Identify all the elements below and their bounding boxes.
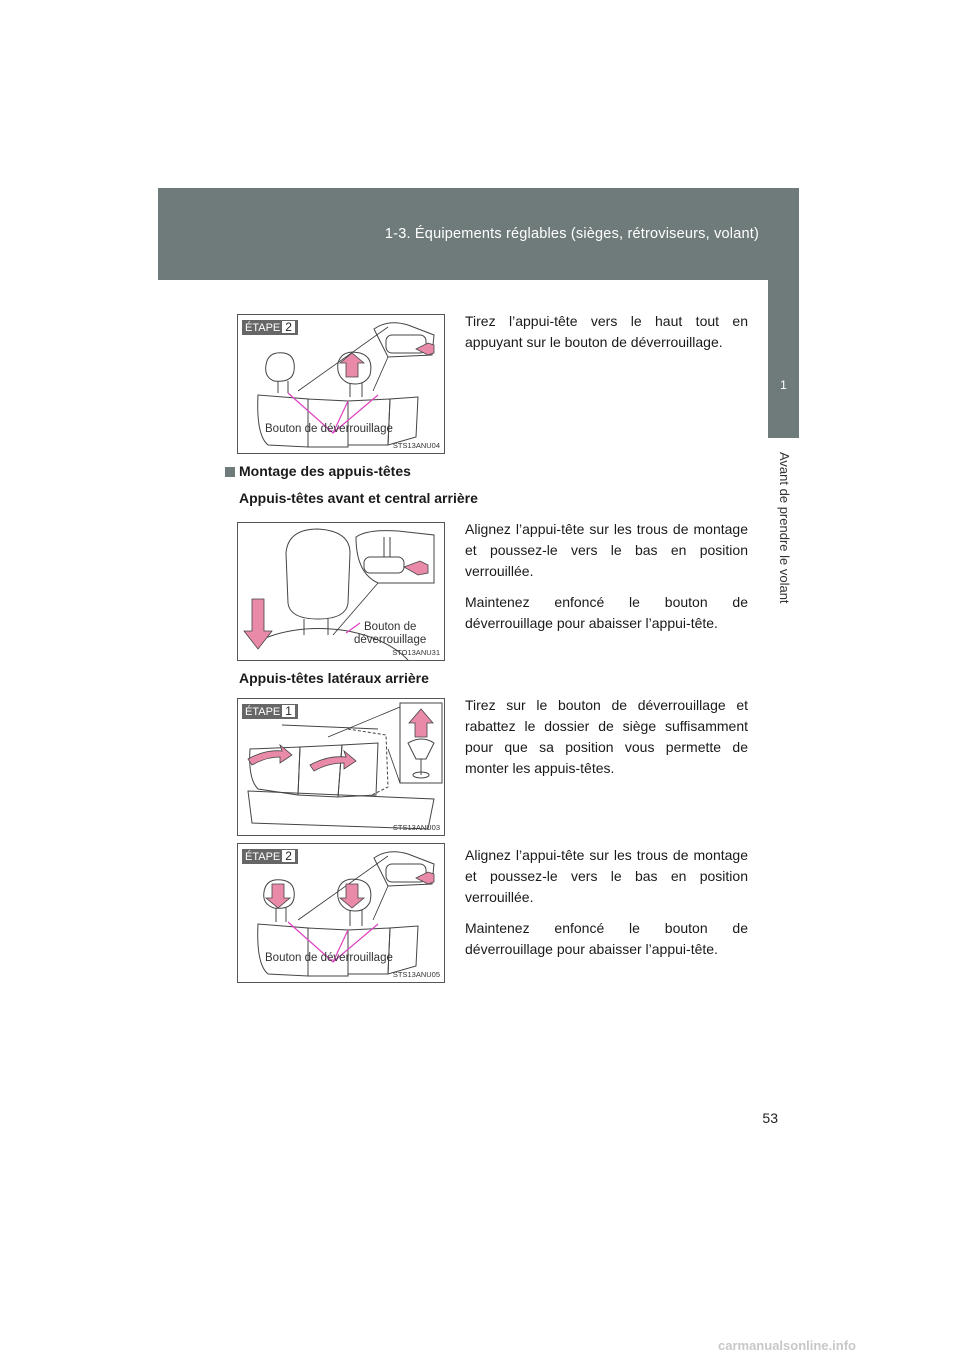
release-button-label-line1: Bouton de (364, 621, 417, 633)
figure-code: STS13ANU04 (392, 441, 440, 450)
chapter-number: 1 (780, 378, 787, 392)
figure-code: STS13ANU03 (392, 823, 440, 832)
subheading-lateral: Appuis-têtes latéraux arrière (239, 670, 429, 686)
chapter-title: 1-3. Équipements réglables (sièges, rétroviseurs, volant) (384, 226, 759, 242)
chapter-header (158, 188, 799, 280)
chapter-side-tab (768, 280, 799, 438)
section-marker (225, 467, 235, 477)
figure-front-install (237, 522, 445, 661)
step-badge: ÉTAPE 2 (242, 320, 298, 335)
release-button-label: Bouton de déverrouillage (265, 423, 393, 435)
figure-step1-fold (237, 698, 445, 836)
step-badge: ÉTAPE 2 (242, 849, 298, 864)
step-badge: ÉTAPE 1 (242, 704, 298, 719)
watermark: carmanualsonline.info (718, 1338, 856, 1353)
figure-step2-remove (237, 314, 445, 454)
instruction-pull: Tirez l’appui-tête vers le haut tout en appuyant sur le bouton de déverrouillage. (465, 313, 748, 350)
instruction-lateral-install: Alignez l’appui-tête sur les trous de montage et poussez-le vers le bas en position verrouillée. Maintenez enfoncé le bouton de déverrouillage pour abaisser l’appui-tête. (465, 847, 748, 957)
section-heading: Montage des appuis-têtes (239, 463, 411, 479)
release-button-label-line2: déverrouillage (354, 634, 427, 646)
figure-code: STS13ANU05 (392, 970, 440, 979)
figure-code: STO13ANU31 (392, 648, 440, 657)
figure-step2-install (237, 843, 445, 983)
release-button-label: Bouton de déverrouillage (265, 952, 393, 964)
chapter-side-label: Avant de prendre le volant (777, 452, 792, 604)
instruction-front-install: Alignez l’appui-tête sur les trous de montage et poussez-le vers le bas en position verrouillée. Maintenez enfoncé le bouton de déverrouillage pour abaisser l’appui-tête. (465, 521, 748, 631)
subheading-front-center: Appuis-têtes avant et central arrière (239, 490, 478, 506)
instruction-fold: Tirez sur le bouton de déverrouillage et rabattez le dossier de siège suffisamment pour que sa position vous permette de monter les appuis-têtes. (465, 697, 748, 776)
seat-fold-illustration (238, 699, 444, 835)
page-number: 53 (762, 1110, 778, 1126)
